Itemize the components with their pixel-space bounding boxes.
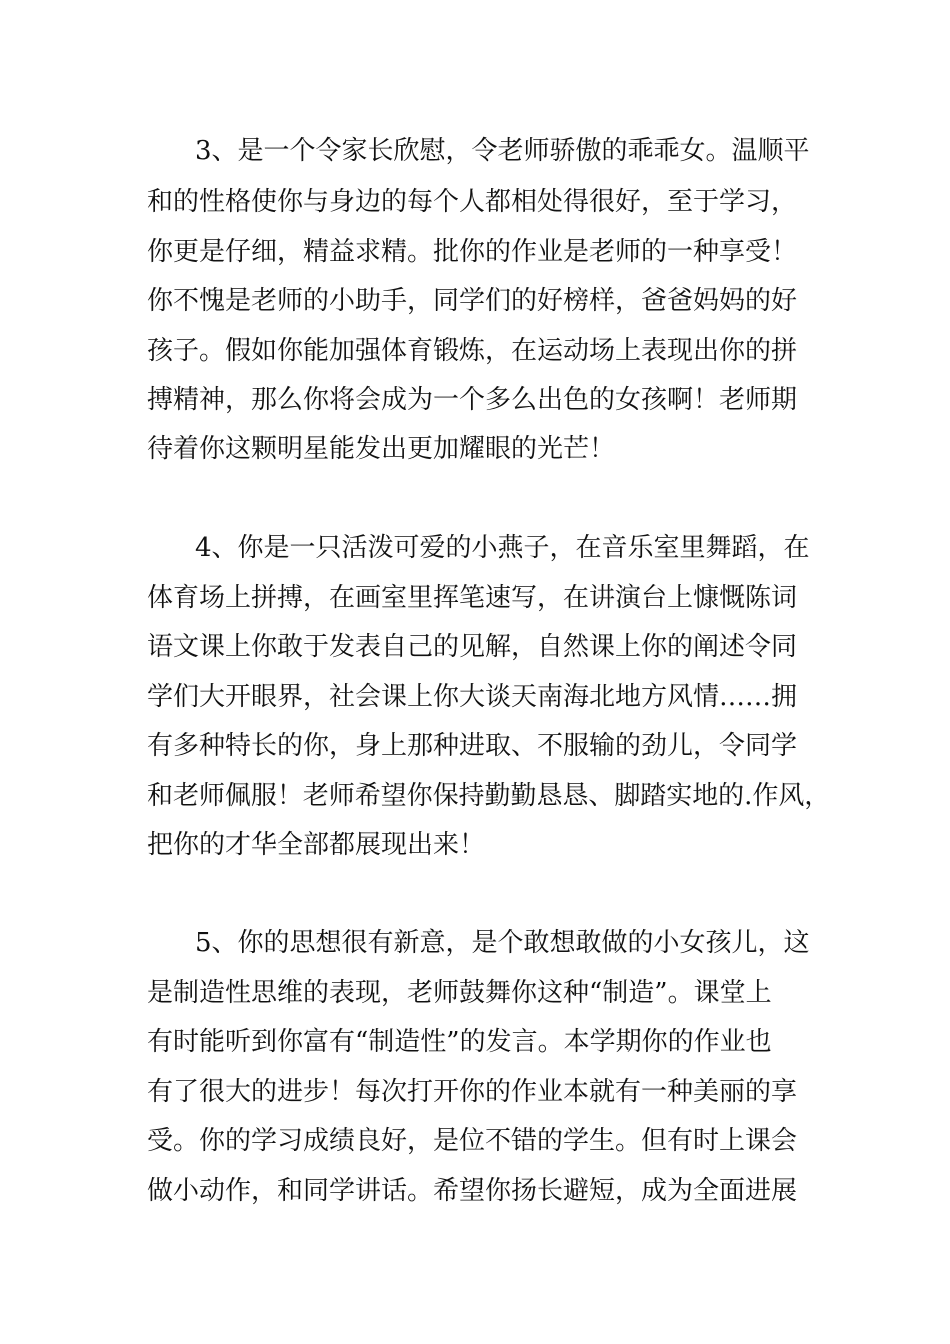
text-line: 做小动作，和同学讲话。希望你扬长避短，成为全面进展	[147, 1176, 798, 1206]
text-line: 把你的才华全部都展现出来！	[147, 830, 486, 860]
text-line: 待着你这颗明星能发出更加耀眼的光芒！	[147, 434, 616, 464]
text-line: 3、是一个令家长欣慰，令老师骄傲的乖乖女。温顺平	[195, 136, 810, 166]
text-line: 有了很大的进步！每次打开你的作业本就有一种美丽的享	[147, 1077, 798, 1107]
text-line: 你更是仔细，精益求精。批你的作业是老师的一种享受！	[147, 237, 798, 267]
text-line: 有多种特长的你，身上那种进取、不服输的劲儿，令同学	[147, 731, 798, 761]
text-line: 和老师佩服！老师希望你保持勤勤恳恳、脚踏实地的.作风，	[147, 781, 831, 811]
text-line: 你不愧是老师的小助手，同学们的好榜样，爸爸妈妈的好	[147, 286, 798, 316]
text-line: 体育场上拼搏，在画室里挥笔速写，在讲演台上慷慨陈词	[147, 583, 798, 613]
text-line: 5、你的思想很有新意，是个敢想敢做的小女孩儿，这	[195, 928, 810, 958]
text-line: 学们大开眼界，社会课上你大谈天南海北地方风情……拥	[147, 682, 798, 712]
text-line: 受。你的学习成绩良好，是位不错的学生。但有时上课会	[147, 1126, 798, 1156]
text-line: 4、你是一只活泼可爱的小燕子，在音乐室里舞蹈，在	[195, 533, 810, 563]
text-line: 有时能听到你富有“制造性”的发言。本学期你的作业也	[147, 1027, 772, 1057]
text-line: 搏精神，那么你将会成为一个多么出色的女孩啊！老师期	[147, 385, 798, 415]
text-line: 孩子。假如你能加强体育锻炼，在运动场上表现出你的拼	[147, 336, 798, 366]
text-line: 和的性格使你与身边的每个人都相处得很好，至于学习，	[147, 187, 798, 217]
text-line: 语文课上你敢于发表自己的见解，自然课上你的阐述令同	[147, 632, 798, 662]
text-line: 是制造性思维的表现，老师鼓舞你这种“制造”。课堂上	[147, 978, 772, 1008]
